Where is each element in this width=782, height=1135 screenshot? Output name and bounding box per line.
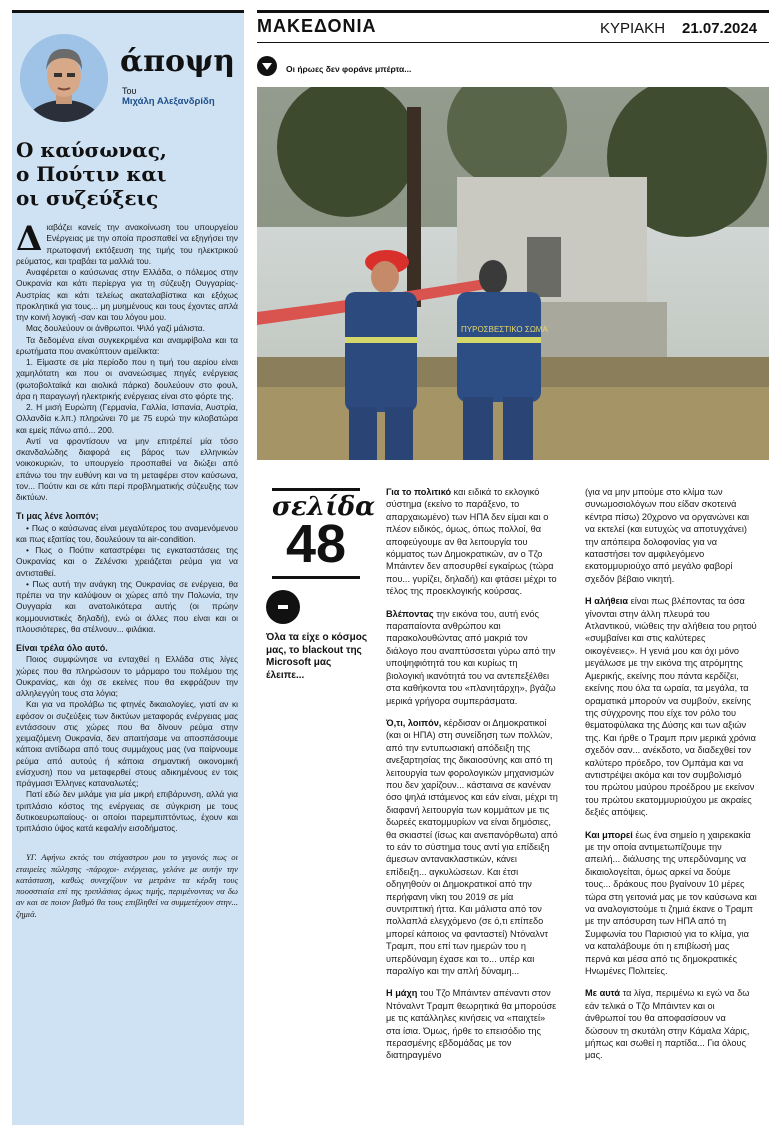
header-rule — [257, 10, 769, 13]
headline-line: οι συζεύξεις — [16, 186, 159, 210]
body-paragraph: Ποιος συμφώνησε να ενταχθεί η Ελλάδα στις λίγες χώρες που θα πληρώσουν το μάρμαρο του πολέμου της Ουκρανίας, και όχι σε εκείνες που θα εκφράζουν την αλληλεγγύη τους στα λόγια; — [16, 654, 238, 698]
opinion-headline — [16, 138, 236, 210]
author-avatar — [20, 34, 108, 122]
newspaper-title: ΜΑΚΕΔΟΝΙΑ — [257, 16, 377, 36]
opinion-label: άποψη — [120, 44, 236, 79]
issue-date: 21.07.2024 — [682, 20, 758, 37]
article-column-b — [585, 486, 757, 1126]
badge-rule-top — [272, 488, 360, 491]
body-paragraph: Τα δεδομένα είναι συγκεκριμένα και αναμφίβολα και τα ερωτήματα που ανακύπτουν αμείλικτα: — [16, 334, 238, 356]
badge-rule-bottom — [272, 576, 360, 579]
article-paragraph: Η μάχη του Τζο Μπάιντεν απέναντι στον Ντόναλντ Τραμπ θεωρητικά θα μπορούσε με τις κατάλληλες κινήσεις να «παιχτεί» στα ίσια. Όμως, ήρθε το επεισόδιο της περασμένης εβδομάδας με τον διατηραγμένο — [386, 988, 557, 1061]
article-paragraph: Με αυτά τα λίγα, περιμένω κι εγώ να δω εάν τελικά ο Τζο Μπάιντεν και οι άνθρωποί του θα αποφασίσουν να δώσουν τη σκυτάλη στην Κάμαλα Χάρις, μήπως και σωθεί η παρτίδα... Για όλους μας. — [585, 988, 750, 1061]
headline-line: ο Πούτιν και — [16, 162, 167, 186]
firefighters-photo — [257, 87, 769, 460]
page-label: σελίδα — [272, 492, 376, 522]
article-column-a — [386, 486, 558, 1126]
postscript-note: ΥΓ. Αφήνω εκτός του στόχαστρου μου το γεγονός πως οι εταιρείες πώλησης -πάροχοι- ενέργειας, γελάνε με αυτήν την κατάσταση, καθώς συνεχίζουν να μετράνε τα κέρδη τους ποοσστιαία επί της τριπλάσιας όμως τιμής, περιμένοντας να δω αν και σε ποιον βαθμό θα τους επιβληθεί να συμμετέχουν στην... ζημιά. — [16, 852, 238, 919]
body-paragraph: Πατί εδώ δεν μιλάμε για μία μικρή επιβάρυνση, αλλά για τριπλάσιο κόστος της ενέργειας σε σύγκριση με τους δυτικοευρωπαίους- οι οποίοι παρεμπιπτόντως, έχουν και τριπλάσιο ύψος κατά κεφαλήν εισοδήματος. — [16, 789, 238, 833]
author-portrait-icon — [20, 34, 108, 122]
issue-day: ΚΥΡΙΑΚΗ — [600, 20, 666, 37]
article-paragraph: Η αλήθεια είναι πως βλέποντας τα όσα γίνονται στην άλλη πλευρά του Ατλαντικού, νιώθεις την αλήθεια του ρητού «συμβαίνει και στις καλύτερες οικογένειες». Η γενιά μου και όχι μόνο μεγάλωσε με την εικόνα της ατρόμητης Αμερικής, εκείνης που πάντα κερδίζει, εκείνης που όλα τα ωραία, τα μεγάλα, τα οραματικά μπορούν να συμβούν, εκείνης της σύγχρονης που είχε τον ρόλο του θεματοφύλακα της Δύσης και των αξιών της. Και ήρθε ο Τραμπ πριν μερικά χρόνια σχεδόν σαν... ανέκδοτο, να διαδεχθεί τον καλύτερο πρόεδρο, τον Ομπάμα και να αντιστρέψει ακόμα και τον συμβολισμό του πρώτου μαύρου προέδρου με εκείνον του πρώτου εκατομμυριούχου με ακραίες δεξιές απόψεις. — [585, 596, 757, 818]
article-paragraph: Ό,τι, λοιπόν, κέρδισαν οι Δημοκρατικοί (και οι ΗΠΑ) στη συνείδηση των πολλών, από την εντυπωσιακή απόδειξη της ανεξαρτησίας της δικαιοσύνης και από τη λειτουργία των φορολογικών μηχανισμών που δεν χαρίζουν... κάσταινα σε κανέναν όσο ψηλά ιστάμενος και εάν είναι, μέχρι τη διαφανή λειτουργία των κομμάτων με τις δωρεές εκατομμυρίων να είναι δημόσιες, θα σκιαστεί (ίσως και ανεπανόρθωτα) από το εάν το σύστημα τους αντί για επίδειξη άμεσων αντανακλαστικών, κάνει επίδειξη... αγκυλώσεων. Και έτσι οδηγηθούν οι Δημοκρατικοί από την περήφανη νίκη του 2019 σε μία συντριπτική ήττα. Και μάλιστα από τον πολλαπλά ελεγχόμενο (σε ό,τι επίπεδο μπορεί κάποιος να φανταστεί) Ντόναλντ Τραμπ, που επί των ημερών του η υπερδύναμη έχασε και το... υπέρ και παραλίγο και την απλή δύναμη... — [386, 717, 558, 977]
section-heading: Είναι τρέλα όλο αυτό. — [16, 643, 108, 653]
body-paragraph: Αναφέρεται ο καύσωνας στην Ελλάδα, ο πόλεμος στην Ουκρανία και κάτι περίεργα για τη σύζευξη Ουγγαρίας-Αυστρίας και κάτι τελείως ακαταλαβίστικα και εξόχως προκλητικά για τους... μη μυημένους και τους έχοντες απλά την κοινή λογική -σαν και του λόγου μου. — [16, 267, 238, 322]
opinion-body — [16, 222, 238, 1102]
body-paragraph: Και για να προλάβω τις φτηνές δικαιολογίες, γιατί αν κι εφόσον οι συζεύξεις των δικτύων μεταφοράς ενέργειας μας εντάσσουν στις χώρες που θα δίνουν ρεύμα στην χειμαζόμενη Ουκρανία, δεν απαιτήσαμε να αποσπάσουμε κάποια αντίδωρα από τους συμμάχους μας (να παίρνουμε ρεύμα από αυτούς ή κάποια σημαντική οικονομική ενίσχυση) που να μεταφερθεί στους αδικημένους εν τοις πράγμασι Έλληνες καταναλωτές; — [16, 699, 238, 788]
article-paragraph: Και μπορεί έως ένα σημείο η χαιρεκακία με την οποία αντιμετωπίζουμε την απειλή... διάλυσης της υπερδύναμης να δικαιολογείται, όμως αρκεί να δούμε τους... δράκους που βγαίνουν 10 μέρες τώρα στη γειτονιά μας με τον καύσωνα και να αναλογιστούμε τι ζημιά έκανε ο Τραμπ με την απόσυρση των ΗΠΑ από τη Συμφωνία του Παρισιού για το κλίμα, για να καταλάβουμε ότι η επιβίωσή μας περνά και μέσα από τις δημοκρατικές Ηνωμένες Πολιτείες. — [585, 829, 757, 977]
bullet-paragraph: • Πως ο Πούτιν καταστρέφει τις εγκαταστάσεις της Ουκρανίας και ο Ζελένσκι χρειάζεται ρεύμα για να αντισταθεί. — [16, 545, 238, 578]
sidebar-quote: Όλα τα είχε ο κόσμος μας, το blackout της Microsoft μας έλειπε... — [266, 632, 368, 681]
caption-arrow-icon — [257, 56, 277, 76]
body-paragraph: Διαβάζει κανείς την ανακοίνωση του υπουργείου Ενέργειας με την οποία προσπαθεί να εξηγήσει την πρωτοφανή εκτόξευση της τιμής του ηλεκτρικού ρεύματος, και τραβάει τα μαλλιά του. — [16, 222, 238, 266]
minus-icon — [266, 590, 300, 624]
header-divider — [257, 42, 769, 43]
bullet-paragraph: • Πως ο καύσωνας είναι μεγαλύτερος του αναμενόμενου και πως εξαιτίας του, δουλεύουν τα air-condition. — [16, 522, 238, 544]
bullet-paragraph: • Πως αυτή την ανάγκη της Ουκρανίας σε ενέργεια, θα πρέπει να την καλύψουν οι χώρες από την Πολωνία, την Ουγγαρία και ανατολικότερα αυτής (οι πρώην κομμουνιστικές δηλαδή), ενώ οι άλλες που είναι και οι πλουσιότερες, θα στέλνουν... φιλάκια. — [16, 578, 238, 634]
body-paragraph: 2. Η μισή Ευρώπη (Γερμανία, Γαλλία, Ισπανία, Αυστρία, Ολλανδία κ.λπ.) πληρώνει 70 με 75 ευρώ την κιλοβατώρα και εμείς πάνω από... 200. — [16, 402, 238, 435]
headline-line: Ο καύσωνας, — [16, 138, 167, 162]
author-prefix: Του — [122, 86, 137, 96]
body-paragraph: Αντί να φροντίσουν να μην επιτρέπεί μία τόσο σκανδαλώδης διαφορά εις βάρος των ελληνικών νοικοκυριών, το υπουργείο προσπαθεί να διώξει από επάνω του την ευθύνη και να τη μεταφέρει στον καύσωνα, τον... Πούτιν και σε κάτι περί προβληματικής σύζευξης των δικτύων. — [16, 435, 238, 502]
photo-caption: Οι ήρωες δεν φοράνε μπέρτα... — [286, 64, 412, 74]
dropcap: Δ — [16, 222, 43, 259]
body-paragraph: Μας δουλεύουν οι άνθρωποι. Ψιλό γαζί μάλιστα. — [26, 323, 205, 334]
page-number: 48 — [285, 514, 347, 574]
article-paragraph: Βλέποντας την εικόνα του, αυτή ενός παραπαίοντα ανθρώπου και παρακολουθώντας από μακριά τον διάλογο που αναπτύσσεται γύρω από την υποψηφιότητά του και κυρίως τη βιολογική ικανότητά του να αντεπεξέλθει στα καθήκοντα του «πλανητάρχη», βγάζω μερικά γρήγορα συμπεράσματα. — [386, 608, 556, 706]
article-paragraph: Για το πολιτικό και ειδικά το εκλογικό σύστημα (εκείνο το παράξενο, το απαρχαιωμένο) των ΗΠΑ δεν είμαι και ο πλέον ειδικός, όμως, όπως πολλοί, θα αποφεύγουμε αν θα λειτουργία του κόμματος των Δημοκρατικών, αν ο Τζο Μπάιντεν δεν αποσυρθεί εγκαίρως (τώρα που... γυρίζει, δηλαδή) και φτάσει μέχρι το τέλος της προεκλογικής κούρσας. — [386, 487, 557, 597]
author-name: Μιχάλη Αλεξανδρίδη — [122, 96, 215, 107]
article-paragraph: (για να μην μπούμε στο κλίμα των συνωμοσιολόγων που είδαν σκοτεινά κέντρα πίσω) 20χρονο να οργανώνει και να εκτελεί (και ευτυχώς να αποτυγχάνει) την απόπειρα δολοφονίας για να καταστήσει τον αμφιλεγόμενο εκατομμυριούχο από μεγάλο φαβορί σχεδόν βέβαιο νικητή. — [585, 487, 750, 584]
section-heading: Τι μας λένε λοιπόν; — [16, 511, 99, 522]
body-paragraph: 1. Είμαστε σε μία περίοδο που η τιμή του αερίου είναι χαμηλότατη και που οι ανανεώσιμες πηγές ενέργειας (φωτοβολταϊκά και αιολικά πάρκα) δουλεύουν στο φουλ, άρα η παραγωγή ηλεκτρικής ενέργειας είναι στο φόρτε της. — [16, 357, 238, 401]
uniform-text: ΠΥΡΟΣΒΕΣΤΙΚΟ ΣΩΜΑ — [461, 325, 548, 334]
